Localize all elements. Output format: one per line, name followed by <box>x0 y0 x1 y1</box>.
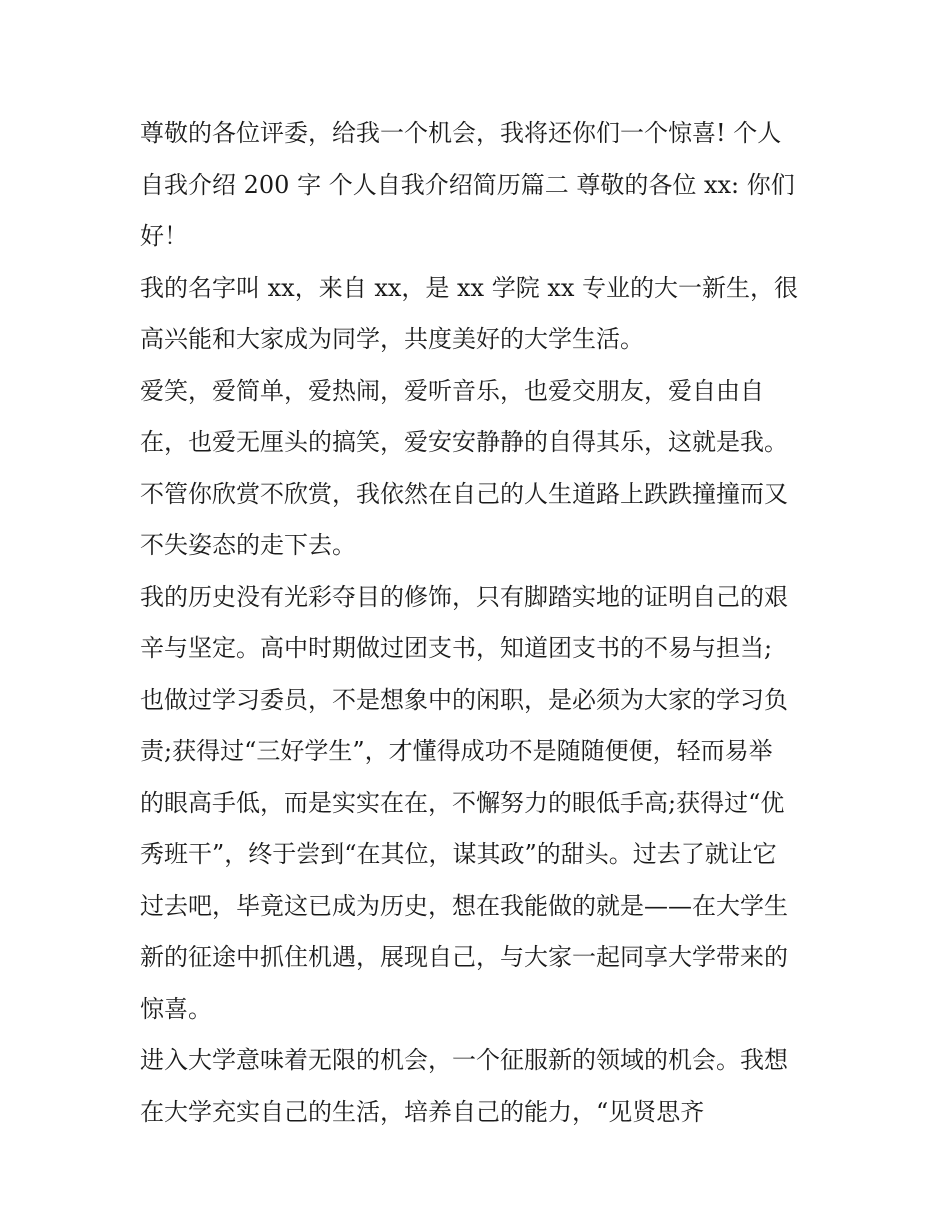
text-line: 尊敬的各位评委，给我一个机会，我将还你们一个惊喜! 个人 <box>140 119 782 147</box>
text-line: 惊喜。 <box>140 994 212 1023</box>
text-line: 过去吧，毕竟这已成为历史，想在我能做的就是——在大学生 <box>140 891 788 920</box>
text-line: 高兴能和大家成为同学，共度美好的大学生活。 <box>140 325 644 353</box>
text-line: 的眼高手低，而是实实在在，不懈努力的眼低手高;获得过“优 <box>140 788 785 817</box>
text-line: 我的名字叫 xx，来自 xx，是 xx 学院 xx 专业的大一新生，很 <box>140 273 799 302</box>
text-line: 也做过学习委员，不是想象中的闲职，是必须为大家的学习负 <box>140 685 788 714</box>
document-body <box>140 108 820 1138</box>
text-line: 新的征途中抓住机遇，展现自己，与大家一起同享大学带来的 <box>140 943 788 971</box>
text-line: 秀班干”，终于尝到“在其位，谋其政”的甜头。过去了就让它 <box>140 840 777 868</box>
text-line: 进入大学意味着无限的机会，一个征服新的领域的机会。我想 <box>140 1046 788 1074</box>
text-line: 好！ <box>140 222 188 250</box>
text-line: 辛与坚定。高中时期做过团支书，知道团支书的不易与担当; <box>140 634 773 662</box>
text-line: 在大学充实自己的生活，培养自己的能力，“见贤思齐 <box>140 1097 705 1126</box>
text-line: 我的历史没有光彩夺目的修饰，只有脚踏实地的证明自己的艰 <box>140 582 788 611</box>
text-line: 责;获得过“三好学生”，才懂得成功不是随随便便，轻而易举 <box>140 737 773 765</box>
text-line: 自我介绍 200 字 个人自我介绍简历篇二 尊敬的各位 xx: 你们 <box>140 170 795 199</box>
text-line: 不失姿态的走下去。 <box>140 531 356 559</box>
text-line: 爱笑，爱简单，爱热闹，爱听音乐，也爱交朋友，爱自由自 <box>140 376 764 405</box>
text-line: 在，也爱无厘头的搞笑，爱安安静静的自得其乐，这就是我。 <box>140 428 788 456</box>
text-line: 不管你欣赏不欣赏，我依然在自己的人生道路上跌跌撞撞而又 <box>140 479 788 508</box>
